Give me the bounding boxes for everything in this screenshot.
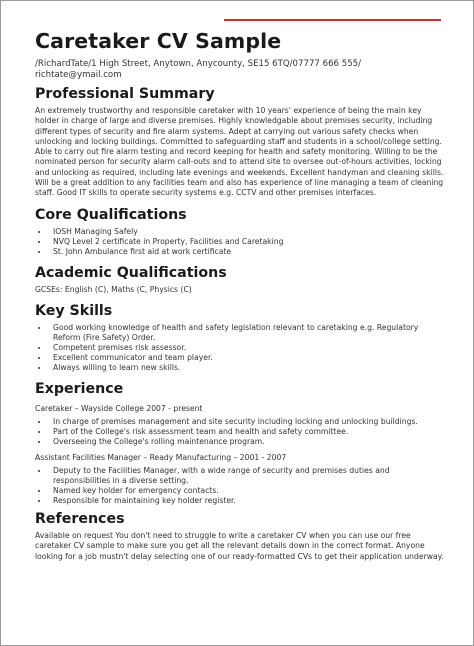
job-duties-list — [35, 417, 447, 447]
job-title: Assistant Facilities Manager – Ready Manufacturing – 2001 - 2007 — [35, 452, 287, 462]
references-text: Available on request You don't need to struggle to write a caretaker CV when you can use our free caretaker CV sample to make sure you get all the relevant details down in the correct format. Anyone looking for a job mustn't delay selecting one of our ready-formatted CVs to get their application underway. — [35, 530, 444, 561]
references-section — [35, 510, 447, 562]
academic-qualifications-heading: Academic Qualifications — [35, 264, 227, 281]
academic-text: GCSEs: English (C), Maths (C, Physics (C) — [35, 284, 192, 294]
accent-divider — [224, 19, 441, 21]
email-line: richtate@ymail.com — [35, 70, 122, 80]
job-title: Caretaker – Wayside College 2007 - present — [35, 403, 203, 413]
key-skills-section — [35, 302, 447, 373]
key-skills-list — [35, 323, 447, 373]
summary-section — [35, 85, 447, 199]
key-skills-heading: Key Skills — [35, 302, 113, 319]
list-item: • IOSH Managing Safely — [49, 227, 447, 237]
academic-qualifications-section — [35, 264, 447, 295]
experience-heading: Experience — [35, 380, 124, 397]
list-item: • Responsible for maintaining key holder register. — [49, 496, 447, 506]
list-item: • Good working knowledge of health and safety legislation relevant to caretaking e.g. Regulatory Reform (Fire Safety) Order. — [49, 323, 447, 343]
list-item: • Competent premises risk assessor. — [49, 343, 447, 353]
contact-details — [35, 59, 445, 81]
cv-title: Caretaker CV Sample — [35, 29, 282, 53]
list-item: • Deputy to the Facilities Manager, with a wide range of security and premises duties and responsibilities in a diverse setting. — [49, 466, 447, 486]
core-qualifications-list — [35, 227, 447, 257]
list-item: • St. John Ambulance first aid at work certificate — [49, 247, 447, 257]
list-item: • In charge of premises management and site security including locking and unlocking buildings. — [49, 417, 447, 427]
cv-body — [35, 85, 447, 562]
job-duties-list — [35, 466, 447, 506]
list-item: • Excellent communicator and team player. — [49, 353, 447, 363]
core-qualifications-section — [35, 206, 447, 257]
list-item: • Part of the College's risk assessment team and health and safety committee. — [49, 427, 447, 437]
list-item: • Always willing to learn new skills. — [49, 363, 447, 373]
list-item: • Named key holder for emergency contacts. — [49, 486, 447, 496]
experience-section — [35, 380, 447, 506]
summary-text: An extremely trustworthy and responsible caretaker with 10 years' experience of being the main key holder in charge of large and diverse premises. Highly knowledgable about premises security, including different types of security and fire alarm systems. Adept at carrying out various safety checks when unlocking and locking buildings. Committed to safeguarding staff and students in a school/college setting. Able to carry out fire alarm testing and record keeping for health and safety monitoring. Willing to be the nominated person for security alarm call-outs and to attend site to oversee out-of-hours activities, locking and unlocking as required, including late evenings and weekends. Excellent handyman and cleaning skills. Will be a great addition to any facilities team and also has experience of line managing a team of cleaning staff. Good IT skills to operate security systems e.g. CCTV and other premises interfaces. — [35, 106, 444, 198]
list-item: • NVQ Level 2 certificate in Property, Facilities and Caretaking — [49, 237, 447, 247]
address-line: /RichardTate/1 High Street, Anytown, Anycounty, SE15 6TQ/07777 666 555/ — [35, 59, 362, 69]
summary-heading: Professional Summary — [35, 86, 215, 102]
references-heading: References — [35, 510, 125, 527]
list-item: • Overseeing the College's rolling maintenance program. — [49, 437, 447, 447]
core-qualifications-heading: Core Qualifications — [35, 206, 187, 223]
